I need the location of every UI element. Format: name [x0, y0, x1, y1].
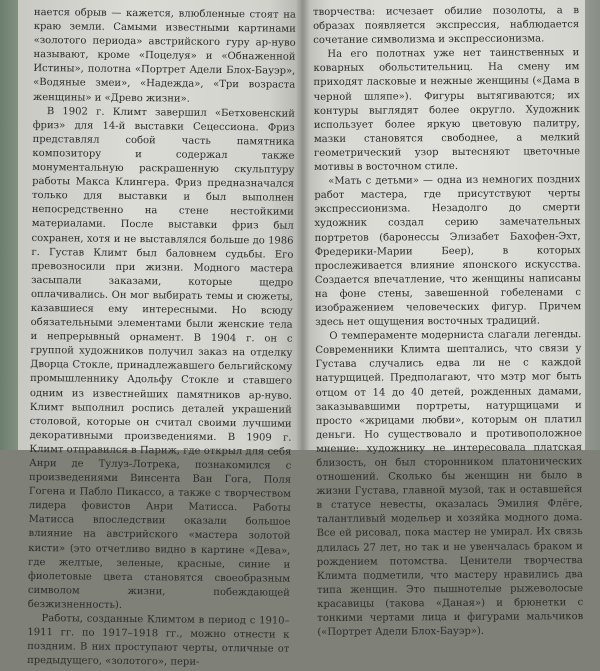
- left-page-text: [27, 6, 296, 671]
- right-page: [303, 0, 585, 639]
- right-paragraph-3: «Мать с детьми» — одна из немногих поздних работ мастера, где присутствуют черты экспрессионизма. Незадолго до смерти художник создал серию замечательных портретов (баронессы Элизабет Бахофен-Эхт, Фредерики-Марии Беер), в которых прослеживается влияние японского искусства. Создается впечатление, что женщины написаны на фоне стены, завешенной гобеленами с изображением человеческих фигур. Причем здесь нет ощущения восточных традиций.: [314, 174, 582, 329]
- right-paragraph-1: творчества: исчезает обилие позолоты, а в образах появляется экспрессия, наблюдается сочетание символизма и экспрессионизма.: [313, 5, 580, 47]
- right-paragraph-2: На его полотнах уже нет таинственных и коварных обольстительниц. На смену им приходят ласковые и нежные женщины («Дама в черной шляпе»). Фигуры вытягиваются; их контуры выглядят более округло. Художник использует более яркую цветовую палитру, мазки становятся свободнее, а мелкий геометрический узор вытесняют цветочные мотивы в восточном стиле.: [313, 47, 581, 174]
- left-paragraph-2: В 1902 г. Климт завершил «Бетховенский фриз» для 14-й выставки Сецессиона. Фриз представлял собой часть памятника композитору и содержал также монументальную раскрашенную скульптуру работы Макса Клингера. Фриз предназначался только для выставки и был выполнен непосредственно на стене нестойкими материалами. После выставки фриз был сохранен, хотя и не выставлялся больше до 1986 г. Густав Климт был баловнем судьбы. Его превозносили при жизни. Модного мастера засыпали заказами, которые щедро оплачивались. Он мог выбирать темы и сюжеты, казавшиеся ему интересными. Но всюду обязательными элементами были женские тела и непрерывный орнамент. В 1904 г. он с группой художников получил заказ на отделку Дворца Стокле, принадлежавшего бельгийскому промышленнику Адольфу Стокле и ставшего одним из известнейших памятников ар-нуво. Климт выполнил роспись деталей украшений столовой, которые он считал своими лучшими декоративными произведениями. В 1909 г. Климт отправился в Париж, где открыл для себя Анри де Тулуз-Лотрека, познакомился с произведениями Винсента Ван Гога, Поля Гогена и Пабло Пикассо, а также с творчеством лидера фовистов Анри Матисса. Работы Матисса впоследствии оказали большое влияние на австрийского «мастера золотой кисти» (это отчетливо видно в картине «Дева», где желтые, зеленые, красные, синие и фиолетовые цвета становятся своеобразным символом жизни, побеждающей безжизненность).: [27, 105, 295, 611]
- right-page-text: [313, 4, 583, 640]
- left-paragraph-3: Работы, созданные Климтом в период с 1910–1911 гг. по 1917–1918 гг., можно отнести к поздним. В них проступают черты, отличные от предыдущего, «золотого», пери-: [27, 613, 290, 669]
- left-page: [18, 0, 303, 669]
- right-paragraph-4: О темпераменте модерниста слагали легенды. Современники Климта шептались, что связи у Густава случались едва ли не с каждой натурщицей. Предполагают, что мэтр мог быть отцом от 14 до 40 детей, рожденных дамами, заказывавшими портреты, натурщицами и просто «жрицами любви», которым он платил деньги. Но существовало и противоположное мнение: художнику не интересовала платская близость, он был сторонником платонических отношений. Сколько бы женщин ни было в жизни Густава, главной музой, так и оставшейся в статусе невесты, оказалась Эмилия Флёге, талантливый модельер и хозяйка модного дома. Все ей рисовал, пока мастер не умирал. Их связь длилась 27 лет, но так и не увенчалась браком и рождением потомства. Ценители творчества Климта подметили, что мастеру нравились два типа женщин. Это пышнотелые рыжеволосые красавицы (такова «Даная») и брюнетки с тонкими чертами лица и фигурами мальчиков («Портрет Адели Блох-Бауэр»).: [315, 329, 584, 639]
- left-paragraph-1: нается обрыв — кажется, влюбленные стоят на краю земли. Самыми известными картинами «золотого периода» австрийского гуру ар-нуво называют, кроме «Поцелуя» и «Обнаженной Истины», полотна «Портрет Адели Блох-Бауэр», «Водяные змеи», «Надежда», «Три возраста женщины» и «Древо жизни».: [32, 6, 296, 105]
- book-gutter: [296, 0, 310, 450]
